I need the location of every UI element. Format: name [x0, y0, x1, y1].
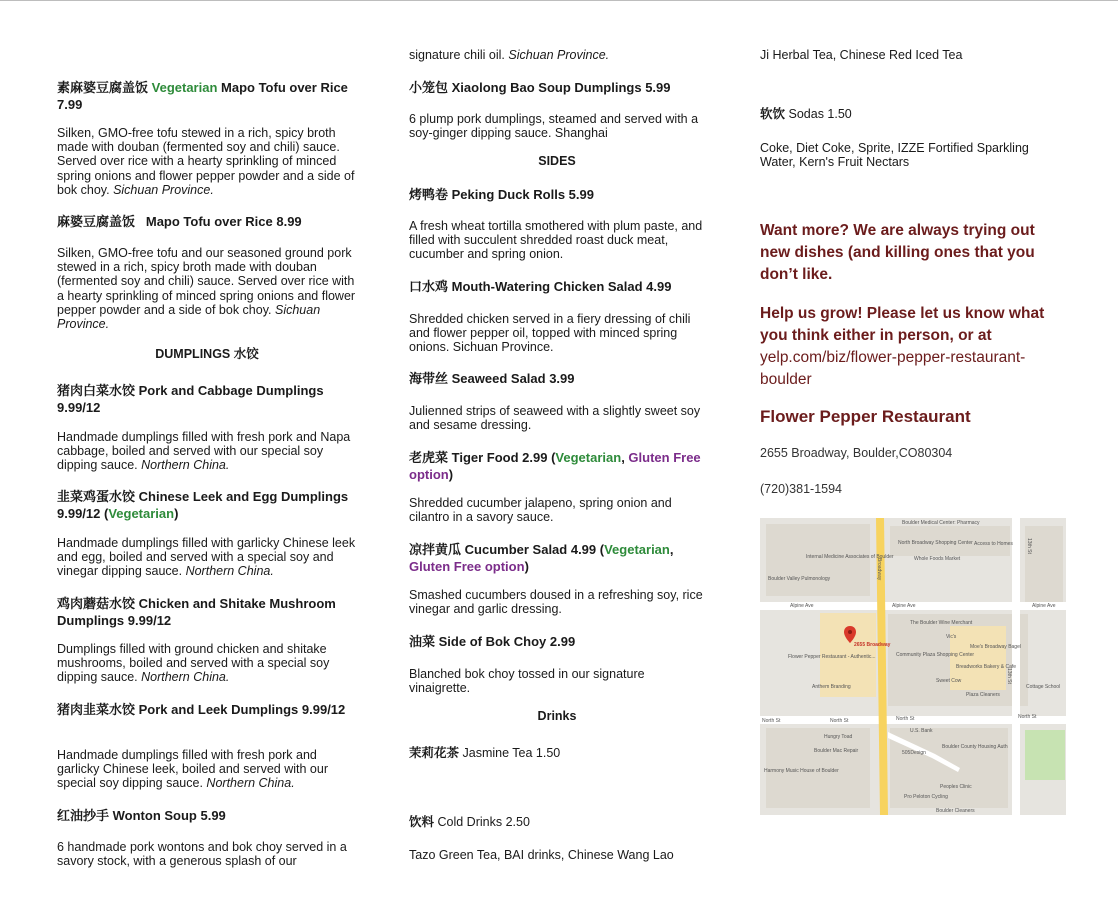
map-label: 13th St [1006, 668, 1012, 684]
vegetarian-tag: Vegetarian [151, 80, 218, 95]
map-label: North St [830, 718, 849, 724]
map-label: 13th St [1026, 538, 1032, 554]
map-label: North St [1018, 714, 1037, 720]
map-label: Boulder Mac Repair [814, 748, 859, 754]
item-desc-wonton-soup: 6 handmade pork wontons and bok choy served in a savory stock, with a generous splash of our [57, 840, 347, 869]
map-label: U.S. Bank [910, 728, 933, 734]
item-desc-seaweed-salad: Julienned strips of seaweed with a slightly sweet soy and sesame dressing. [409, 404, 701, 433]
map-label: Boulder Cleaners [936, 808, 975, 814]
map-label: Harmony Music House of Boulder [764, 768, 839, 774]
promo-feedback [760, 303, 1066, 391]
map-label: North St [762, 718, 781, 724]
yelp-link[interactable]: yelp.com/biz/flower-pepper-restaurant-boulder [760, 349, 1026, 388]
map-label: North Broadway Shopping Center [898, 540, 973, 546]
map-label: Anthem Branding [812, 684, 851, 690]
item-title-tiger-food: 老虎菜 Tiger Food 2.99 (Vegetarian, Gluten Free option) [409, 450, 701, 482]
map-block [766, 524, 870, 596]
item-title-bok-choy: 油菜 Side of Bok Choy 2.99 [409, 634, 576, 649]
section-heading-sides: SIDES [538, 154, 576, 168]
item-title-leek-egg-dumplings: 韭菜鸡蛋水饺 Chinese Leek and Egg Dumplings 9.99/12 (Vegetarian) [57, 489, 349, 521]
map-label: Boulder Valley Pulmonology [768, 576, 831, 582]
item-title-peking-duck-rolls: 烤鸭卷 Peking Duck Rolls 5.99 [409, 187, 594, 202]
item-title-mapo-tofu-vegetarian: 素麻婆豆腐盖饭 Vegetarian Mapo Tofu over Rice 7.99 [57, 80, 348, 112]
item-desc-cold-drinks: Tazo Green Tea, BAI drinks, Chinese Wang Lao [409, 848, 674, 862]
item-desc-leek-egg-dumplings: Handmade dumplings filled with garlicky Chinese leek and egg, boiled and served with a special soy and vinegar dipping sauce. Northern China. [57, 536, 356, 579]
restaurant-name: Flower Pepper Restaurant [760, 407, 971, 426]
item-title-pork-cabbage-dumplings: 猪肉白菜水饺 Pork and Cabbage Dumplings 9.99/12 [57, 383, 324, 415]
map-canvas [760, 518, 1066, 815]
item-title-sodas: 软饮 Sodas 1.50 [760, 107, 852, 121]
promo-feedback-text: Help us grow! Please let us know what you think either in person, or at [760, 305, 1045, 344]
map-label: Pro Peloton Cycling [904, 794, 948, 800]
top-divider [0, 0, 1118, 1]
map-label: Community Plaza Shopping Center [896, 652, 975, 658]
location-map[interactable] [760, 518, 1066, 815]
map-label: The Boulder Wine Merchant [910, 620, 973, 626]
map-label: Hungry Toad [824, 734, 853, 740]
map-label: Vic's [946, 634, 957, 640]
map-label: 2655 Broadway [854, 642, 891, 648]
map-label: Alpine Ave [892, 603, 916, 609]
item-desc-cold-drinks-continued: Ji Herbal Tea, Chinese Red Iced Tea [760, 48, 963, 62]
vegetarian-tag: Vegetarian [555, 450, 622, 465]
item-desc-peking-duck-rolls: A fresh wheat tortilla smothered with plum paste, and filled with succulent shredded roast duck meat, cucumber and spring onion. [409, 219, 703, 262]
item-desc-sodas: Coke, Diet Coke, Sprite, IZZE Fortified Sparkling Water, Kern's Fruit Nectars [760, 141, 1029, 170]
gluten-free-tag: Gluten Free option [409, 450, 701, 482]
map-label: North St [896, 716, 915, 722]
map-label: Peoples Clinic [940, 784, 972, 790]
map-park [1025, 730, 1065, 780]
restaurant-address: 2655 Broadway, Boulder,CO80304 [760, 446, 953, 460]
item-desc-wonton-soup-continued: signature chili oil. Sichuan Province. [409, 48, 610, 62]
item-desc-mapo-tofu: Silken, GMO-free tofu and our seasoned ground pork stewed in a rich, spicy broth made with douban (fermented soy and chili) sauce. Served over rice with a hearty sprinkling of minced spring onions and flower pepper powder and a side of bok choy. Sichuan Province. [57, 246, 356, 332]
map-label: Boulder County Housing Auth [942, 744, 1008, 750]
map-label: Alpine Ave [1032, 603, 1056, 609]
item-desc-xiaolong-bao: 6 plump pork dumplings, steamed and served with a soy-ginger dipping sauce. Shanghai [409, 112, 699, 141]
item-title-chicken-salad: 口水鸡 Mouth-Watering Chicken Salad 4.99 [409, 279, 672, 294]
vegetarian-tag: Vegetarian [108, 506, 175, 521]
item-title-seaweed-salad: 海带丝 Seaweed Salad 3.99 [409, 371, 575, 386]
promo-want-more: Want more? We are always trying out new dishes (and killing ones that you don’t like. [760, 222, 1035, 283]
restaurant-phone: (720)381-1594 [760, 482, 843, 496]
map-label: Internal Medicine Associates of Boulder [806, 554, 894, 560]
item-desc-pork-cabbage-dumplings: Handmade dumplings filled with fresh pork and Napa cabbage, boiled and served with our special soy dipping sauce. Northern China. [57, 430, 351, 473]
item-title-wonton-soup: 红油抄手 Wonton Soup 5.99 [57, 808, 226, 823]
item-desc-bok-choy: Blanched bok choy tossed in our signature vinaigrette. [409, 667, 645, 696]
item-desc-pork-leek-dumplings: Handmade dumplings filled with fresh pork and garlicky Chinese leek, boiled and served with our special soy dipping sauce. Northern China. [57, 748, 328, 791]
section-heading-dumplings: DUMPLINGS 水饺 [155, 347, 259, 361]
map-label: Broadway [876, 558, 882, 581]
item-title-jasmine-tea: 茉莉花茶 Jasmine Tea 1.50 [409, 746, 561, 760]
map-label: Moe's Broadway Bagel [970, 644, 1021, 650]
map-label: Flower Pepper Restaurant - Authentic... [788, 654, 876, 660]
map-label: Cottage School [1026, 684, 1061, 690]
item-title-mapo-tofu: 麻婆豆腐盖饭 Mapo Tofu over Rice 8.99 [57, 214, 302, 229]
map-label: Whole Foods Market [914, 556, 961, 562]
item-title-pork-leek-dumplings: 猪肉韭菜水饺 Pork and Leek Dumplings 9.99/12 [57, 702, 346, 717]
item-desc-chicken-shitake-dumplings: Dumplings filled with ground chicken and shitake mushrooms, boiled and served with a special soy dipping sauce. Northern China. [57, 642, 330, 685]
item-desc-mapo-tofu-vegetarian: Silken, GMO-free tofu stewed in a rich, spicy broth made with douban (fermented soy and chili) sauce. Served over rice with a hearty sprinkling of minced spring onions and flower pepper powder and a side of bok choy. Sichuan Province. [57, 126, 355, 197]
map-label: Plaza Cleaners [966, 692, 1000, 698]
map-label: Sweet Cow [936, 678, 962, 684]
item-title-chicken-shitake-dumplings: 鸡肉蘑菇水饺 Chicken and Shitake Mushroom Dumplings 9.99/12 [57, 596, 336, 628]
map-label: Access to Homes [974, 541, 1013, 547]
item-title-xiaolong-bao: 小笼包 Xiaolong Bao Soup Dumplings 5.99 [409, 80, 671, 95]
item-desc-chicken-salad: Shredded chicken served in a fiery dressing of chili and flower pepper oil, topped with minced spring onions. Sichuan Province. [409, 312, 691, 355]
section-heading-drinks: Drinks [537, 709, 577, 723]
item-desc-cucumber-salad: Smashed cucumbers doused in a refreshing soy, rice vinegar and garlic dressing. [409, 588, 703, 617]
gluten-free-tag: Gluten Free option [409, 559, 525, 574]
item-title-cold-drinks: 饮料 Cold Drinks 2.50 [409, 815, 530, 829]
map-label: 505Design [902, 750, 926, 756]
vegetarian-tag: Vegetarian [604, 542, 670, 557]
map-label: Boulder Medical Center: Pharmacy [902, 520, 980, 526]
map-label: Alpine Ave [790, 603, 814, 609]
map-label: Breadworks Bakery & Cafe [956, 664, 1017, 670]
item-desc-tiger-food: Shredded cucumber jalapeno, spring onion and cilantro in a savory sauce. [409, 496, 672, 525]
item-title-cucumber-salad: 凉拌黄瓜 Cucumber Salad 4.99 (Vegetarian, Gluten Free option) [409, 542, 674, 574]
